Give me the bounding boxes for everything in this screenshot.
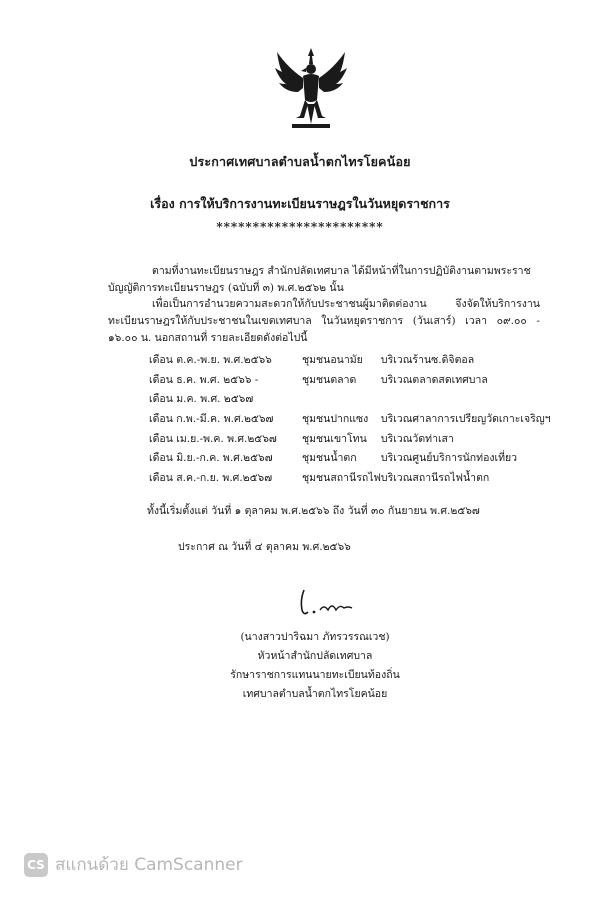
schedule-row bbox=[149, 351, 551, 371]
signature-block bbox=[220, 628, 410, 704]
signer-name: (นางสาวปาริฉมา ภัทรวรรณเวช) bbox=[240, 631, 390, 643]
signer-position-2: รักษาราชการแทนนายทะเบียนท้องถิ่น bbox=[230, 669, 400, 681]
schedule-month: เดือน มิ.ย.-ก.ค. พ.ศ.๒๕๖๗ bbox=[149, 452, 273, 465]
schedule-community: ชุมชนน้ำตก bbox=[302, 452, 357, 465]
schedule-row bbox=[149, 390, 551, 410]
schedule-row bbox=[149, 469, 551, 489]
purpose-paragraph: เพื่อเป็นการอำนวยความสะดวกให้กับประชาชนผู้มาติดต่องาน จึงจัดให้บริการงานทะเบียนราษฎรให้กับประชาชนในเขตเทศบาล ในวันหยุดราชการ (วันเสาร์) เวลา ๐๙.๐๐ - ๑๖.๐๐ น. นอกสถานที่ รายละเอียดดังต่อไปนี้ bbox=[108, 298, 540, 344]
announcement-subject: เรื่อง การให้บริการงานทะเบียนราษฎรในวันหยุดราชการ bbox=[150, 196, 450, 211]
garuda-emblem-icon bbox=[272, 46, 350, 134]
schedule-community: ชุมชนเขาโทน bbox=[302, 432, 367, 445]
handwritten-signature bbox=[290, 586, 360, 620]
announcement-title: ประกาศเทศบาลตำบลน้ำตกไทรโยคน้อย bbox=[189, 154, 411, 169]
schedule-place bbox=[381, 390, 551, 410]
schedule-row bbox=[149, 410, 551, 430]
schedule-community bbox=[302, 390, 381, 410]
schedule-community: ชุมชนตลาด bbox=[302, 373, 357, 386]
schedule-table bbox=[149, 351, 551, 489]
date-range-text: ทั้งนี้เริ่มตั้งแต่ วันที่ ๑ ตุลาคม พ.ศ.๒๕๖๖ ถึง วันที่ ๓๐ กันยายน พ.ศ.๒๕๖๗ bbox=[147, 505, 480, 517]
schedule-place: บริเวณศาลาการเปรียญวัดเกาะเจริญฯ bbox=[380, 413, 551, 426]
schedule-month: เดือน ม.ค. พ.ศ. ๒๕๖๗ bbox=[149, 393, 254, 406]
schedule-row bbox=[149, 430, 551, 450]
schedule-month: เดือน เม.ย.-พ.ค. พ.ศ.๒๕๖๗ bbox=[149, 432, 277, 445]
schedule-row bbox=[149, 449, 551, 469]
signer-position-1: หัวหน้าสำนักปลัดเทศบาล bbox=[257, 650, 373, 662]
schedule-place: บริเวณสถานีรถไฟน้ำตก bbox=[380, 472, 490, 485]
schedule-place: บริเวณวัดท่าเสา bbox=[380, 432, 454, 445]
schedule-place: บริเวณศูนย์บริการนักท่องเที่ยว bbox=[380, 452, 518, 465]
schedule-place: บริเวณร้านซ.ดิจิตอล bbox=[380, 354, 475, 366]
intro-paragraph: ตามที่งานทะเบียนราษฎร สำนักปลัดเทศบาล ได้มีหน้าที่ในการปฏิบัติงานตามพระราชบัญญัติการทะเบียนราษฎร (ฉบับที่ ๓) พ.ศ.๒๕๖๒ นั้น bbox=[108, 265, 531, 294]
camscanner-watermark bbox=[24, 851, 243, 878]
separator-stars: *********************** bbox=[216, 220, 384, 234]
camscanner-logo-icon: CS bbox=[24, 853, 48, 877]
announcement-date: ประกาศ ณ วันที่ ๔ ตุลาคม พ.ศ.๒๕๖๖ bbox=[178, 541, 351, 553]
schedule-row bbox=[149, 371, 551, 391]
schedule-month: เดือน ส.ค.-ก.ย. พ.ศ.๒๕๖๗ bbox=[149, 472, 273, 485]
signer-position-3: เทศบาลตำบลน้ำตกไทรโยคน้อย bbox=[242, 688, 388, 700]
watermark-text: สแกนด้วย CamScanner bbox=[55, 855, 243, 875]
schedule-community: ชุมชนปากแซง bbox=[302, 413, 369, 426]
schedule-month: เดือน ต.ค.-พ.ย. พ.ศ.๒๕๖๖ bbox=[149, 354, 272, 366]
schedule-place: บริเวณตลาดสดเทศบาล bbox=[380, 373, 488, 386]
schedule-month: เดือน ก.พ.-มี.ค. พ.ศ.๒๕๖๗ bbox=[149, 413, 274, 426]
schedule-month: เดือน ธ.ค. พ.ศ. ๒๕๖๖ - bbox=[149, 373, 259, 386]
schedule-community: ชุมชนสถานีรถไฟ bbox=[302, 472, 381, 485]
schedule-community: ชุมชนอนามัย bbox=[302, 354, 363, 366]
